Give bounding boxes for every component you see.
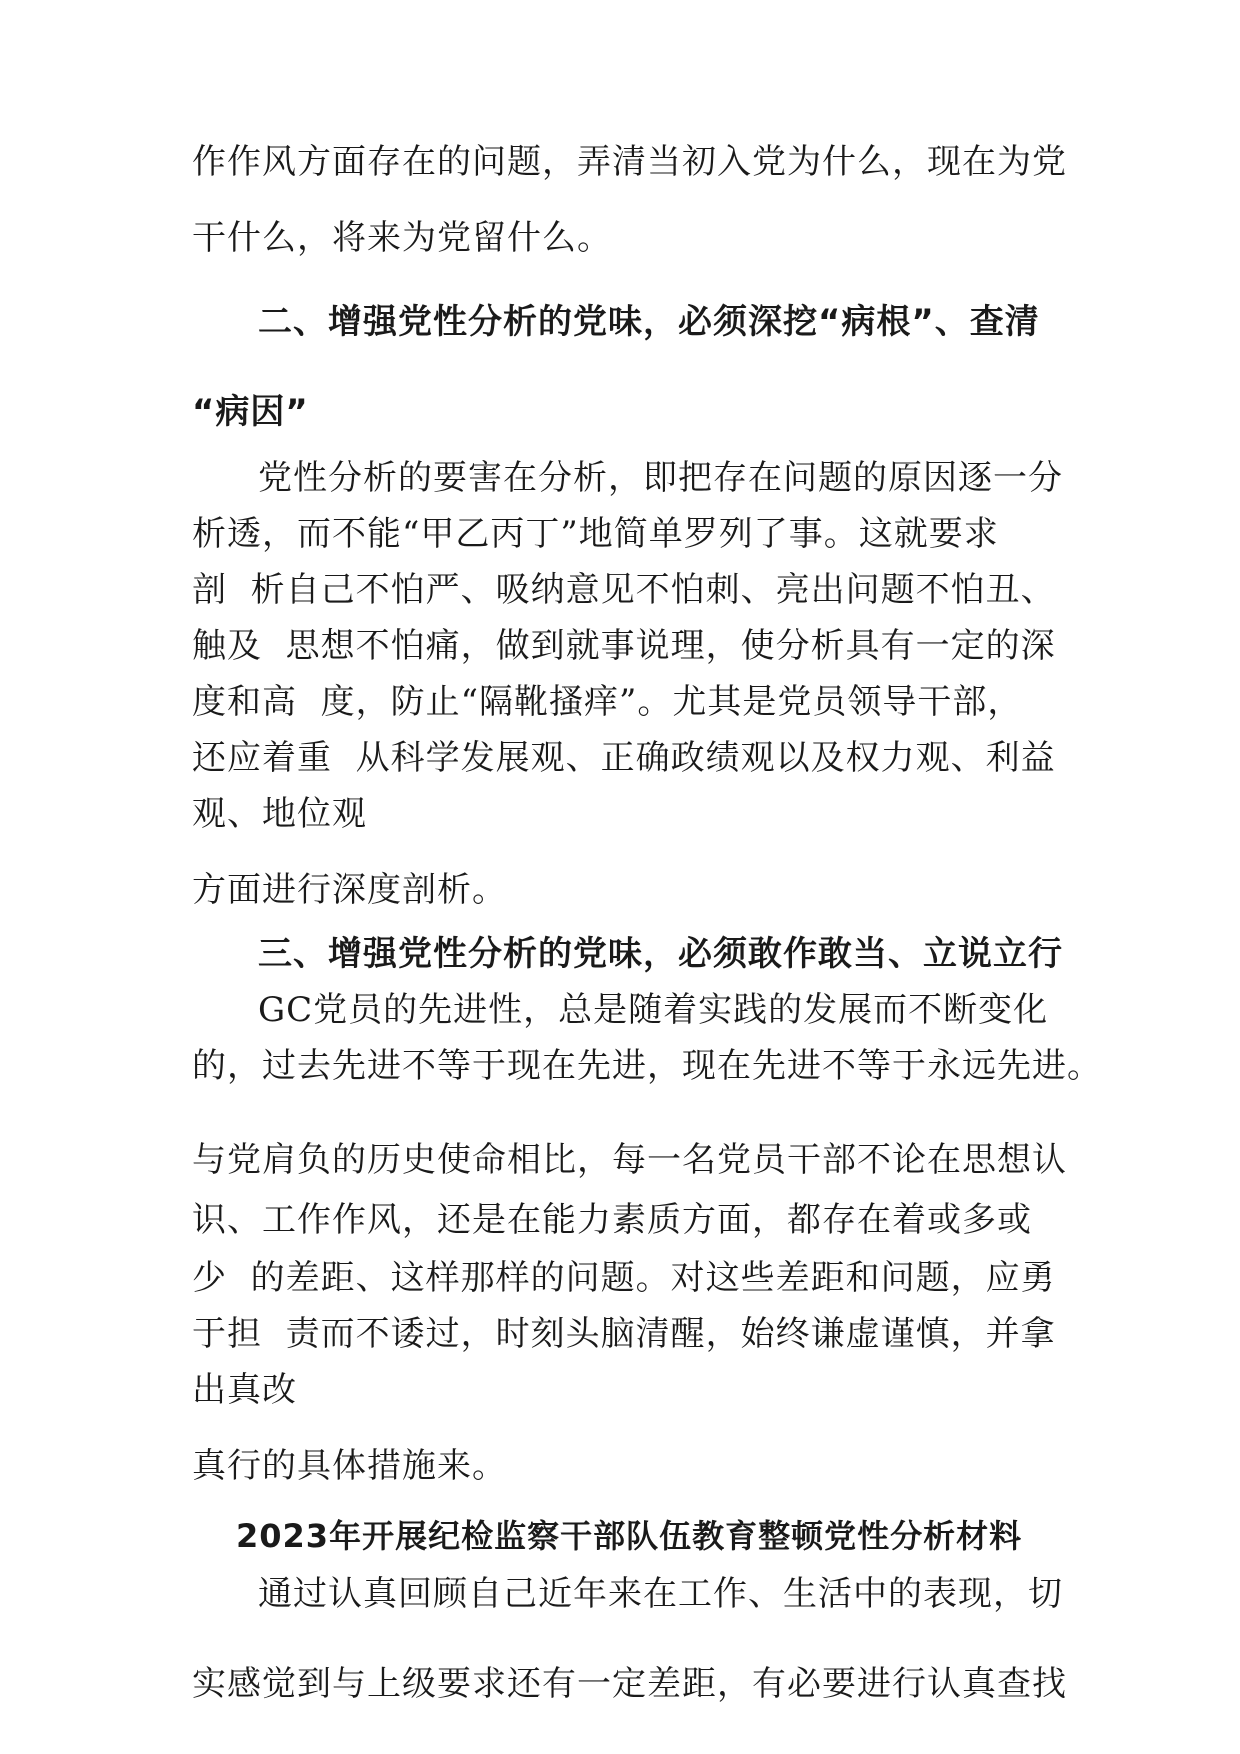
- section-heading-3: 三、增强党性分析的党味，必须敢作敢当、立说立行: [258, 934, 1063, 974]
- body-text-line: 党性分析的要害在分析，即把存在问题的原因逐一分: [258, 458, 1063, 498]
- section-heading-2-continued: “病因”: [192, 392, 309, 432]
- body-text-line: 真行的具体措施来。: [192, 1446, 507, 1486]
- body-text-line: 与党肩负的历史使命相比，每一名党员干部不论在思想认: [192, 1140, 1067, 1180]
- body-text-line: 度和高 度，防止“隔靴搔痒”。尤其是党员领导干部，: [192, 682, 1023, 722]
- body-text-line: 方面进行深度剖析。: [192, 870, 507, 910]
- body-text-line: 还应着重 从科学发展观、正确政绩观以及权力观、利益: [192, 738, 1056, 778]
- body-text-line: 识、工作作风，还是在能力素质方面，都存在着或多或: [192, 1200, 1032, 1240]
- body-text-line: 作作风方面存在的问题，弄清当初入党为什么，现在为党: [192, 142, 1067, 182]
- body-text-line: 于担 责而不诿过，时刻头脑清醒，始终谦虚谨慎，并拿: [192, 1314, 1056, 1354]
- body-text-line: 的，过去先进不等于现在先进，现在先进不等于永远先进。: [192, 1046, 1102, 1086]
- document-title: 2023年开展纪检监察干部队伍教育整顿党性分析材料: [236, 1517, 1023, 1555]
- body-text-line: 干什么，将来为党留什么。: [192, 218, 612, 258]
- body-text-line: 观、地位观: [192, 794, 367, 834]
- body-text-line: 出真改: [192, 1370, 297, 1410]
- body-text-line: GC党员的先进性，总是随着实践的发展而不断变化: [258, 990, 1049, 1030]
- body-text-line: 剖 析自己不怕严、吸纳意见不怕刺、亮出问题不怕丑、: [192, 570, 1056, 610]
- body-text-line: 实感觉到与上级要求还有一定差距，有必要进行认真查找: [192, 1664, 1067, 1704]
- body-text-line: 少 的差距、这样那样的问题。对这些差距和问题，应勇: [192, 1258, 1056, 1298]
- body-text-line: 触及 思想不怕痛，做到就事说理，使分析具有一定的深: [192, 626, 1056, 666]
- section-heading-2: 二、增强党性分析的党味，必须深挖“病根”、查清: [258, 302, 1040, 342]
- body-text-line: 通过认真回顾自己近年来在工作、生活中的表现，切: [258, 1574, 1063, 1614]
- body-text-line: 析透，而不能“甲乙丙丁”地简单罗列了事。这就要求: [192, 514, 999, 554]
